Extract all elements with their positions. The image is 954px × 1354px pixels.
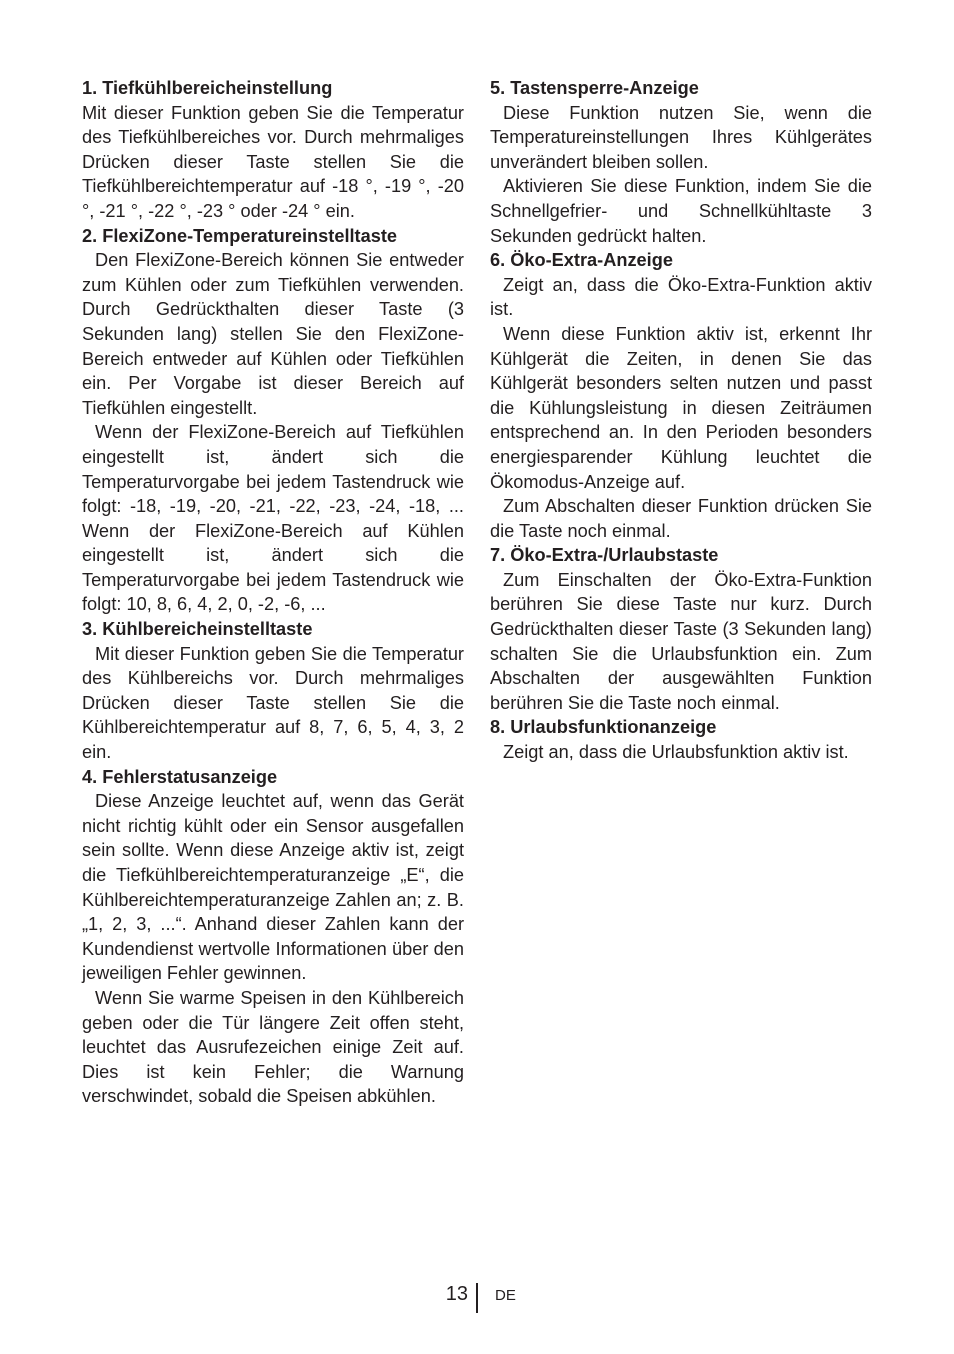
- footer-divider: [476, 1283, 478, 1313]
- left-column: [82, 76, 464, 1109]
- section: [490, 715, 872, 764]
- section-paragraph: Wenn diese Funktion aktiv ist, erkennt Ihr Kühlgerät die Zeiten, in denen Sie das Kühlgerät besonders selten nutzen und passt die Kühlungsleistung in diesen Zeiträumen entsprechend an. In den Perioden besonders energiesparender Kühlung leuchtet die Ökomodus-Anzeige auf.: [490, 323, 872, 492]
- section-paragraph: Wenn der FlexiZone-Bereich auf Tiefkühlen eingestellt ist, ändert sich die Temperaturvorgabe bei jedem Tastendruck wie folgt: -18, -19, -20, -21, -22, -23, -24, -18, ... Wenn der FlexiZone-Bereich auf Kühlen eingestellt ist, ändert sich die Temperaturvorgabe bei jedem Tastendruck wie folgt: 10, 8, 6, 4, 2, 0, -2, -6, ...: [82, 422, 464, 615]
- section: [490, 248, 872, 543]
- section-heading: 1. Tiefkühlbereicheinstellung: [82, 78, 333, 98]
- section-heading: 8. Urlaubsfunktionanzeige: [490, 717, 717, 738]
- section-heading: 2. FlexiZone-Temperatureinstelltaste: [82, 225, 398, 246]
- section-heading: 6. Öko-Extra-Anzeige: [490, 250, 673, 271]
- right-column: [490, 76, 872, 765]
- section: [490, 543, 872, 715]
- section-paragraph: Den FlexiZone-Bereich können Sie entweder zum Kühlen oder zum Tiefkühlen verwenden. Durch Gedrückthalten dieser Taste (3 Sekunden lang) stellen Sie den FlexiZone-Bereich entweder auf Kühlen oder Tiefkühlen ein. Per Vorgabe ist dieser Bereich auf Tiefkühlen eingestellt.: [82, 250, 464, 418]
- section-paragraph: Diese Funktion nutzen Sie, wenn die Temperatureinstellungen Ihres Kühlgerätes unverändert bleiben sollen.: [490, 102, 872, 172]
- section-paragraph: Zeigt an, dass die Urlaubsfunktion aktiv ist.: [503, 742, 849, 763]
- section-paragraph: Diese Anzeige leuchtet auf, wenn das Gerät nicht richtig kühlt oder ein Sensor ausgefallen sein sollte. Wenn diese Anzeige aktiv ist, zeigt die Tiefkühlbereichtemperaturanzeige „E“, die Kühlbereichtemperaturanzeige Zahlen an; z. B. „1, 2, 3, ...“. Anhand dieser Zahlen kann der Kundendienst wertvolle Informationen über den jeweiligen Fehler gewinnen.: [82, 791, 464, 984]
- section-heading: 5. Tastensperre-Anzeige: [490, 78, 699, 98]
- section-paragraph: Wenn Sie warme Speisen in den Kühlbereich geben oder die Tür längere Zeit offen steht, leuchtet das Ausrufezeichen einige Zeit auf. Dies ist kein Fehler; die Warnung verschwindet, sobald die Speisen abkühlen.: [82, 987, 464, 1107]
- language-code: DE: [495, 1287, 516, 1304]
- page-number: 13: [445, 1283, 468, 1305]
- section-heading: 4. Fehlerstatusanzeige: [82, 766, 278, 787]
- section: [82, 76, 464, 224]
- section: [82, 765, 464, 1109]
- section: [82, 617, 464, 765]
- section-paragraph: Mit dieser Funktion geben Sie die Temperatur des Kühlbereichs vor. Durch mehrmaliges Drücken dieser Taste stellen Sie die Kühlbereichtemperatur auf 8, 7, 6, 5, 4, 3, 2 ein.: [82, 643, 464, 763]
- section-paragraph: Aktivieren Sie diese Funktion, indem Sie die Schnellgefrier- und Schnellkühltaste 3 Sekunden gedrückt halten.: [490, 176, 872, 246]
- page-footer: [0, 1281, 954, 1311]
- section-paragraph: Zeigt an, dass die Öko-Extra-Funktion aktiv ist.: [490, 274, 872, 320]
- section-paragraph: Zum Einschalten der Öko-Extra-Funktion berühren Sie diese Taste nur kurz. Durch Gedrückthalten dieser Taste (3 Sekunden lang) schalten Sie die Urlaubsfunktion ein. Zum Abschalten der ausgewählten Funktion berühren Sie die Taste noch einmal.: [490, 569, 872, 713]
- section: [490, 76, 872, 248]
- section-paragraph: Zum Abschalten dieser Funktion drücken Sie die Taste noch einmal.: [490, 496, 872, 541]
- section: [82, 224, 464, 618]
- section-heading: 7. Öko-Extra-/Urlaubstaste: [490, 545, 719, 566]
- section-paragraph: Mit dieser Funktion geben Sie die Temperatur des Tiefkühlbereiches vor. Durch mehrmaliges Drücken dieser Taste stellen Sie die Tiefkühlbereichtemperatur auf -18 °, -19 °, -20 °, -21 °, -22 °, -23 ° oder -24 ° ein.: [82, 102, 464, 221]
- section-heading: 3. Kühlbereicheinstelltaste: [82, 619, 313, 640]
